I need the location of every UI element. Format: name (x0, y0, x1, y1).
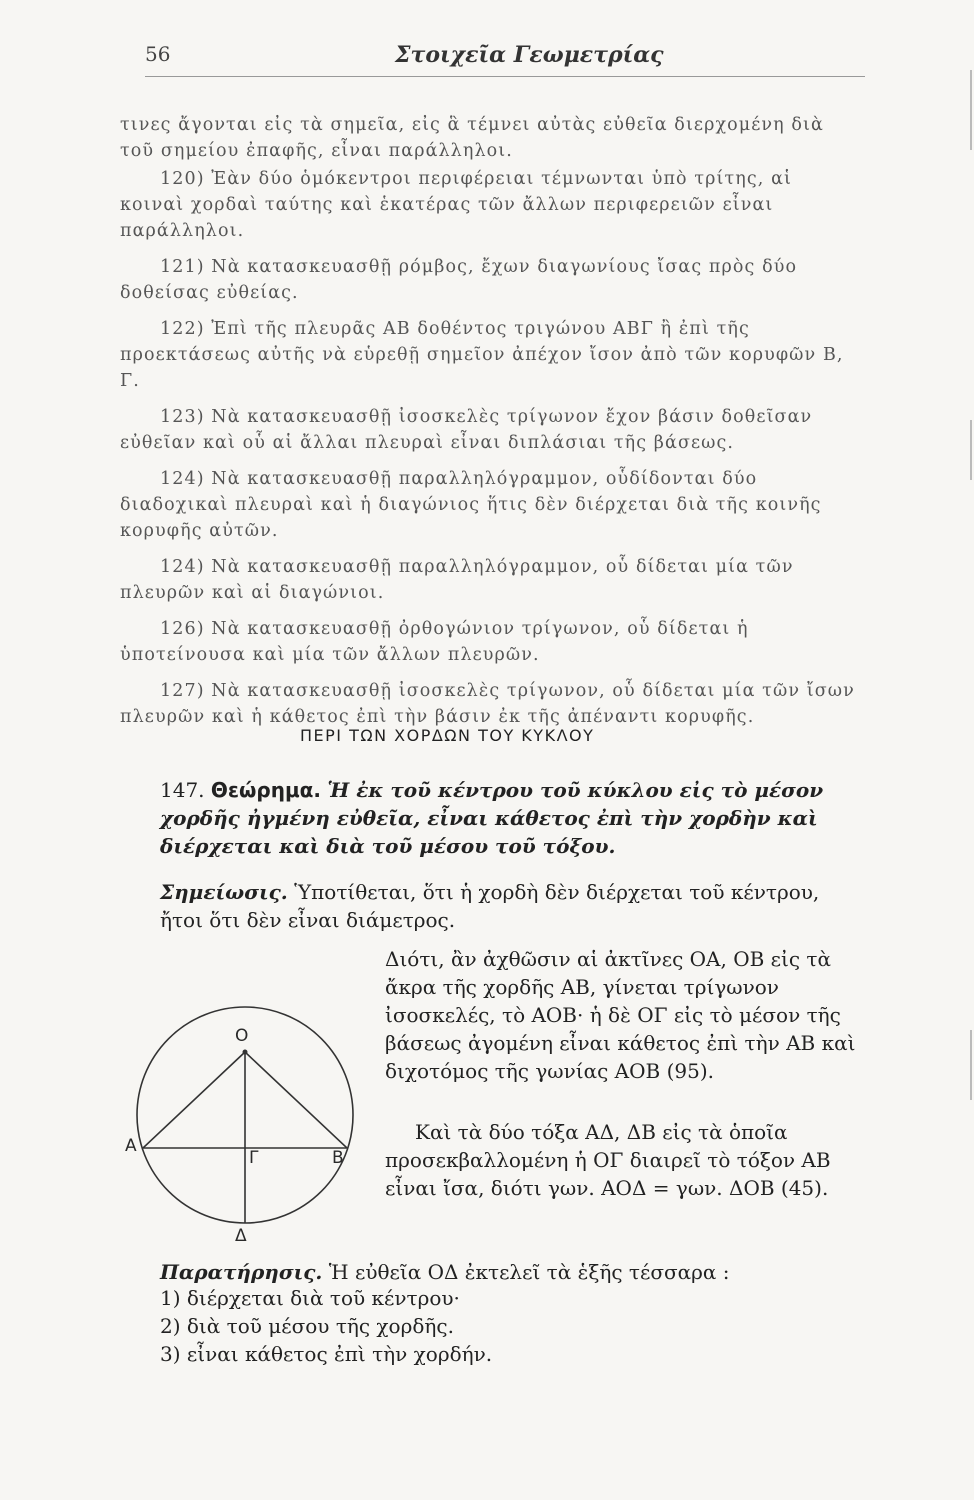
section-heading: ΠΕΡΙ ΤΩΝ ΧΟΡΔΩΝ ΤΟΥ ΚΥΚΛΟΥ (300, 726, 595, 745)
exercise-124b: 124) Νὰ κατασκευασθῇ παραλληλόγραμμον, οὗ δίδεται μία τῶν πλευρῶν καὶ αἱ διαγώνιοι. (120, 557, 794, 603)
radius-OA (143, 1052, 245, 1148)
exercise-list (120, 166, 860, 730)
observation-points (160, 1284, 492, 1368)
center-point (243, 1050, 248, 1055)
theorem-147 (160, 776, 860, 860)
observation-label: Παρατήρησις. (160, 1260, 323, 1284)
observation (160, 1258, 860, 1286)
radius-OB (245, 1052, 347, 1148)
note-label: Σημείωσις. (160, 880, 288, 904)
observation-point-2: 2) διὰ τοῦ μέσου τῆς χορδῆς. (160, 1314, 454, 1338)
theorem-label: Θεώρημα. (210, 778, 322, 802)
exercise-continuation: τινες ἄγονται εἰς τὰ σημεῖα, εἰς ἃ τέμνει αὐτὰς εὐθεῖα διερχομένη διὰ τοῦ σημείου ἐπαφῆς, εἶναι παράλληλοι. (120, 115, 824, 161)
theorem-number: 147. (160, 778, 205, 802)
page-edge-mark (970, 70, 972, 150)
exercise-123: 123) Νὰ κατασκευασθῇ ἰσοσκελὲς τρίγωνον ἔχον βάσιν δοθεῖσαν εὐθεῖαν καὶ οὗ αἱ ἄλλαι πλευραὶ εἶναι διπλάσιαι τῆς βάσεως. (120, 407, 813, 453)
observation-point-1: 1) διέρχεται διὰ τοῦ κέντρου· (160, 1286, 460, 1310)
page-edge-mark (970, 1030, 972, 1100)
exercise-127: 127) Νὰ κατασκευασθῇ ἰσοσκελὲς τρίγωνον, οὗ δίδεται μία τῶν ἴσων πλευρῶν καὶ ἡ κάθετος ἐπὶ τὴν βάσιν ἐκ τῆς ἀπέναντι κορυφῆς. (120, 681, 855, 727)
observation-text: Ἡ εὐθεῖα ΟΔ ἐκτελεῖ τὰ ἑξῆς τέσσαρα : (328, 1260, 730, 1284)
label-D: Δ (235, 1226, 247, 1246)
geometry-figure (125, 990, 385, 1250)
label-A: Α (125, 1136, 137, 1156)
running-title: Στοιχεῖα Γεωμετρίας (395, 42, 664, 68)
observation-point-3: 3) εἶναι κάθετος ἐπὶ τὴν χορδήν. (160, 1342, 493, 1366)
label-B: Β (332, 1148, 344, 1168)
label-center: Ο (235, 1026, 249, 1046)
exercise-124: 124) Νὰ κατασκευασθῇ παραλληλόγραμμον, οὗδίδονται δύο διαδοχικαὶ πλευραὶ καὶ ἡ διαγώνιος ἥτις δὲν διέρχεται διὰ τῆς κοινῆς κορυφῆς αὐτῶν. (120, 469, 822, 541)
exercise-122: 122) Ἐπὶ τῆς πλευρᾶς ΑΒ δοθέντος τριγώνου ΑΒΓ ἢ ἐπὶ τῆς προεκτάσεως αὐτῆς νὰ εὑρεθῇ σημεῖον ἀπέχον ἴσον ἀπὸ τῶν κορυφῶν Β, Γ. (120, 319, 844, 391)
note (160, 878, 860, 934)
page-edge-mark (970, 420, 972, 480)
note-text: Ὑποτίθεται, ὅτι ἡ χορδὴ δὲν διέρχεται τοῦ κέντρου, ἤτοι ὅτι δὲν εἶναι διάμετρος. (160, 880, 820, 932)
label-G: Γ (249, 1148, 259, 1168)
page-number: 56 (145, 42, 171, 66)
exercise-121: 121) Νὰ κατασκευασθῇ ρόμβος, ἔχων διαγωνίους ἴσας πρὸς δύο δοθείσας εὐθείας. (120, 257, 798, 303)
exercise-120: 120) Ἐὰν δύο ὁμόκεντροι περιφέρειαι τέμνωνται ὑπὸ τρίτης, αἱ κοιναὶ χορδαὶ ταύτης καὶ ἑκατέρας τῶν ἄλλων περιφερειῶν εἶναι παράλληλοι. (120, 169, 792, 241)
proof-part-2: Καὶ τὰ δύο τόξα ΑΔ, ΔΒ εἰς τὰ ὁποῖα προσεκβαλλομένη ἡ ΟΓ διαιρεῖ τὸ τόξον ΑΒ εἶναι ἴσα, διότι γων. ΑΟΔ = γων. ΔΟΒ (45). (385, 1120, 831, 1200)
exercise-126: 126) Νὰ κατασκευασθῇ ὀρθογώνιον τρίγωνον, οὗ δίδεται ἡ ὑποτείνουσα καὶ μία τῶν ἄλλων πλευρῶν. (120, 619, 749, 665)
proof-part-1: Διότι, ἂν ἀχθῶσιν αἱ ἀκτῖνες ΟΑ, ΟΒ εἰς τὰ ἄκρα τῆς χορδῆς ΑΒ, γίνεται τρίγωνον ἰσοσκελές, τὸ ΑΟΒ· ἡ δὲ ΟΓ εἰς τὸ μέσον τῆς βάσεως ἀγομένη εἶναι κάθετος ἐπὶ τὴν ΑΒ καὶ διχοτόμος τῆς γωνίας ΑΟΒ (95). (385, 947, 856, 1083)
page-header (145, 42, 865, 82)
header-rule (145, 76, 865, 77)
theorem-statement: Ἡ ἐκ τοῦ κέντρου τοῦ κύκλου εἰς τὸ μέσον χορδῆς ἠγμένη εὐθεῖα, εἶναι κάθετος ἐπὶ τὴν χορδὴν καὶ διέρχεται καὶ διὰ τοῦ μέσου τοῦ τόξου. (160, 778, 824, 858)
